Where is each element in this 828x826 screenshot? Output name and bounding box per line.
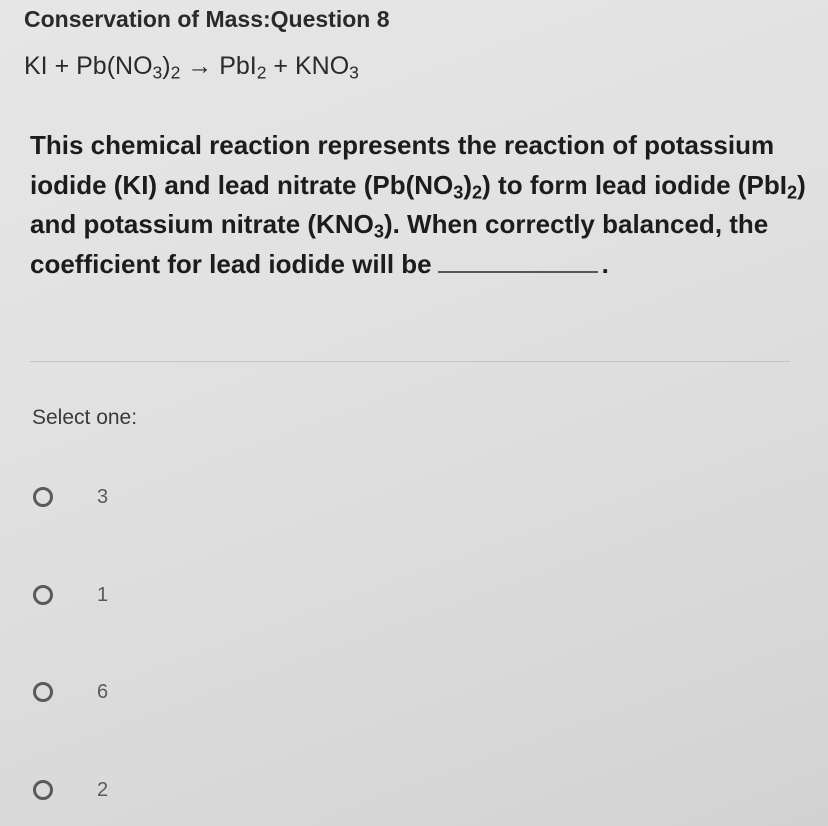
question-text-5: ). When correctly balanced, the coefficient for lead iodide will be xyxy=(30,209,769,279)
radio-button[interactable] xyxy=(33,780,53,800)
question-subscript-1: 3 xyxy=(453,182,464,203)
question-subscript-3: 2 xyxy=(786,182,798,203)
radio-button[interactable] xyxy=(33,487,53,507)
equation-text-3: → PbI xyxy=(180,52,257,80)
equation-text-2: ) xyxy=(162,52,171,80)
question-text-1: This chemical reaction represents the reaction of potassium iodide (KI) and lead nitrate (Pb(NO xyxy=(30,130,775,200)
equation-text-4: + KNO xyxy=(266,52,350,80)
equation-subscript-4: 3 xyxy=(349,62,359,83)
question-text-2: ) xyxy=(463,169,473,200)
equation-subscript-3: 2 xyxy=(256,62,267,83)
equation-subscript-2: 2 xyxy=(170,62,181,83)
answer-option-label[interactable]: 3 xyxy=(97,485,109,508)
radio-button[interactable] xyxy=(33,682,53,702)
equation-subscript-1: 3 xyxy=(152,62,163,83)
chemical-equation xyxy=(24,52,359,81)
answer-option-label[interactable]: 6 xyxy=(97,680,109,703)
answer-option-2[interactable] xyxy=(33,775,108,805)
answer-option-label[interactable]: 2 xyxy=(97,778,109,801)
answer-option-3[interactable] xyxy=(33,482,108,512)
divider xyxy=(30,361,790,362)
answer-option-6[interactable] xyxy=(33,677,108,707)
question-text xyxy=(30,126,810,284)
radio-button[interactable] xyxy=(33,585,53,605)
select-one-label: Select one: xyxy=(32,406,138,429)
equation-text-1: KI + Pb(NO xyxy=(24,52,153,80)
answer-blank xyxy=(438,249,598,273)
question-subscript-4: 3 xyxy=(373,221,384,242)
answer-option-label[interactable]: 1 xyxy=(97,583,109,606)
question-text-3: ) to form lead iodide (PbI xyxy=(482,169,787,200)
question-text-4: ) and potassium nitrate (KNO xyxy=(30,169,806,239)
question-title: Conservation of Mass:Question 8 xyxy=(24,6,390,32)
question-subscript-2: 2 xyxy=(472,182,483,203)
question-text-6: . xyxy=(601,248,609,279)
answer-option-1[interactable] xyxy=(33,580,108,610)
